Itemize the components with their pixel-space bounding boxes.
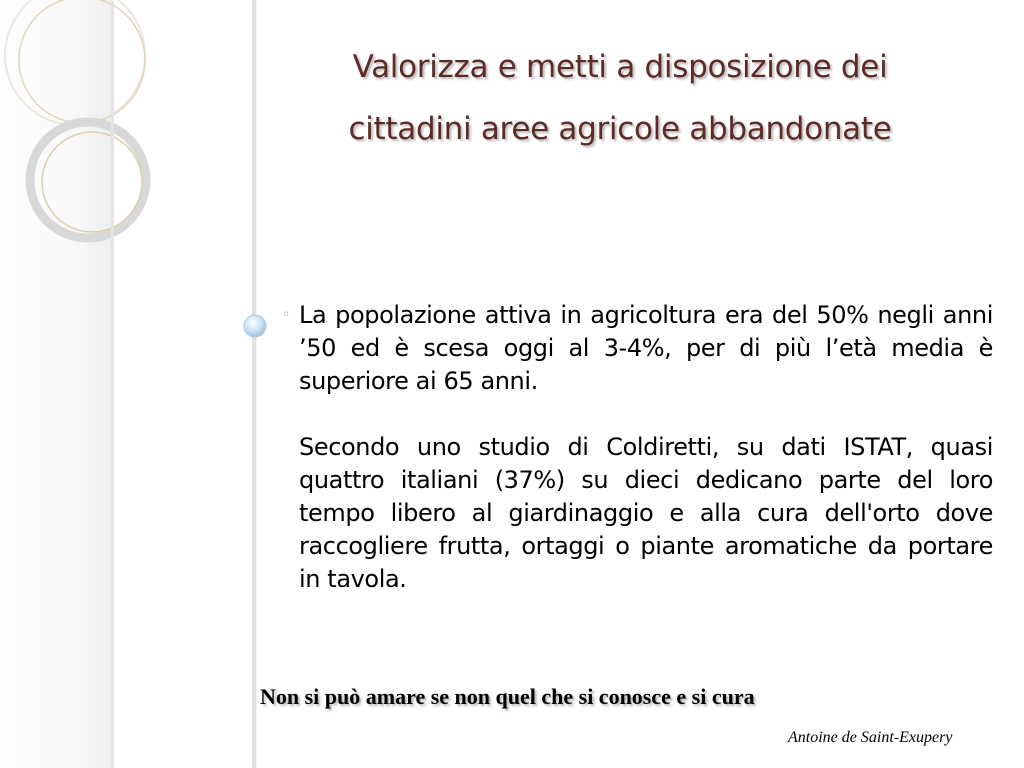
paragraph-coldiretti-study: Secondo uno studio di Coldiretti, su dati ISTAT, quasi quattro italiani (37%) su dieci dedicano parte del loro tempo libero al giardinaggio e alla cura dell'orto dove raccogliere frutta, ortaggi o piante aromatiche da portare in tavola.: [299, 433, 993, 593]
title-line-2: cittadini aree agricole abbandonate: [348, 111, 892, 147]
divider-line-highlight: [256, 0, 257, 768]
quote-author: Antoine de Saint-Exupery: [788, 729, 953, 746]
ring-middle-grey: [30, 122, 146, 238]
divider-line-right: [252, 0, 256, 768]
bullet-marker: ◦: [282, 307, 291, 323]
divider-line-left: [111, 0, 114, 768]
body-text: [299, 299, 993, 596]
decorative-rings: [0, 0, 300, 768]
paragraph-population: La popolazione attiva in agricoltura era del 50% negli anni ’50 ed è scesa oggi al 3-4%, per di più l’età media è superiore ai 65 anni.: [299, 301, 993, 395]
ring-middle-gold: [42, 132, 142, 232]
title-line-1: Valorizza e metti a disposizione dei: [352, 49, 888, 85]
slide-title: [300, 36, 940, 160]
ring-top-gold: [19, 0, 145, 123]
accent-circle: [244, 315, 266, 337]
quote-text: Non si può amare se non quel che si conosce e si cura: [260, 684, 755, 709]
